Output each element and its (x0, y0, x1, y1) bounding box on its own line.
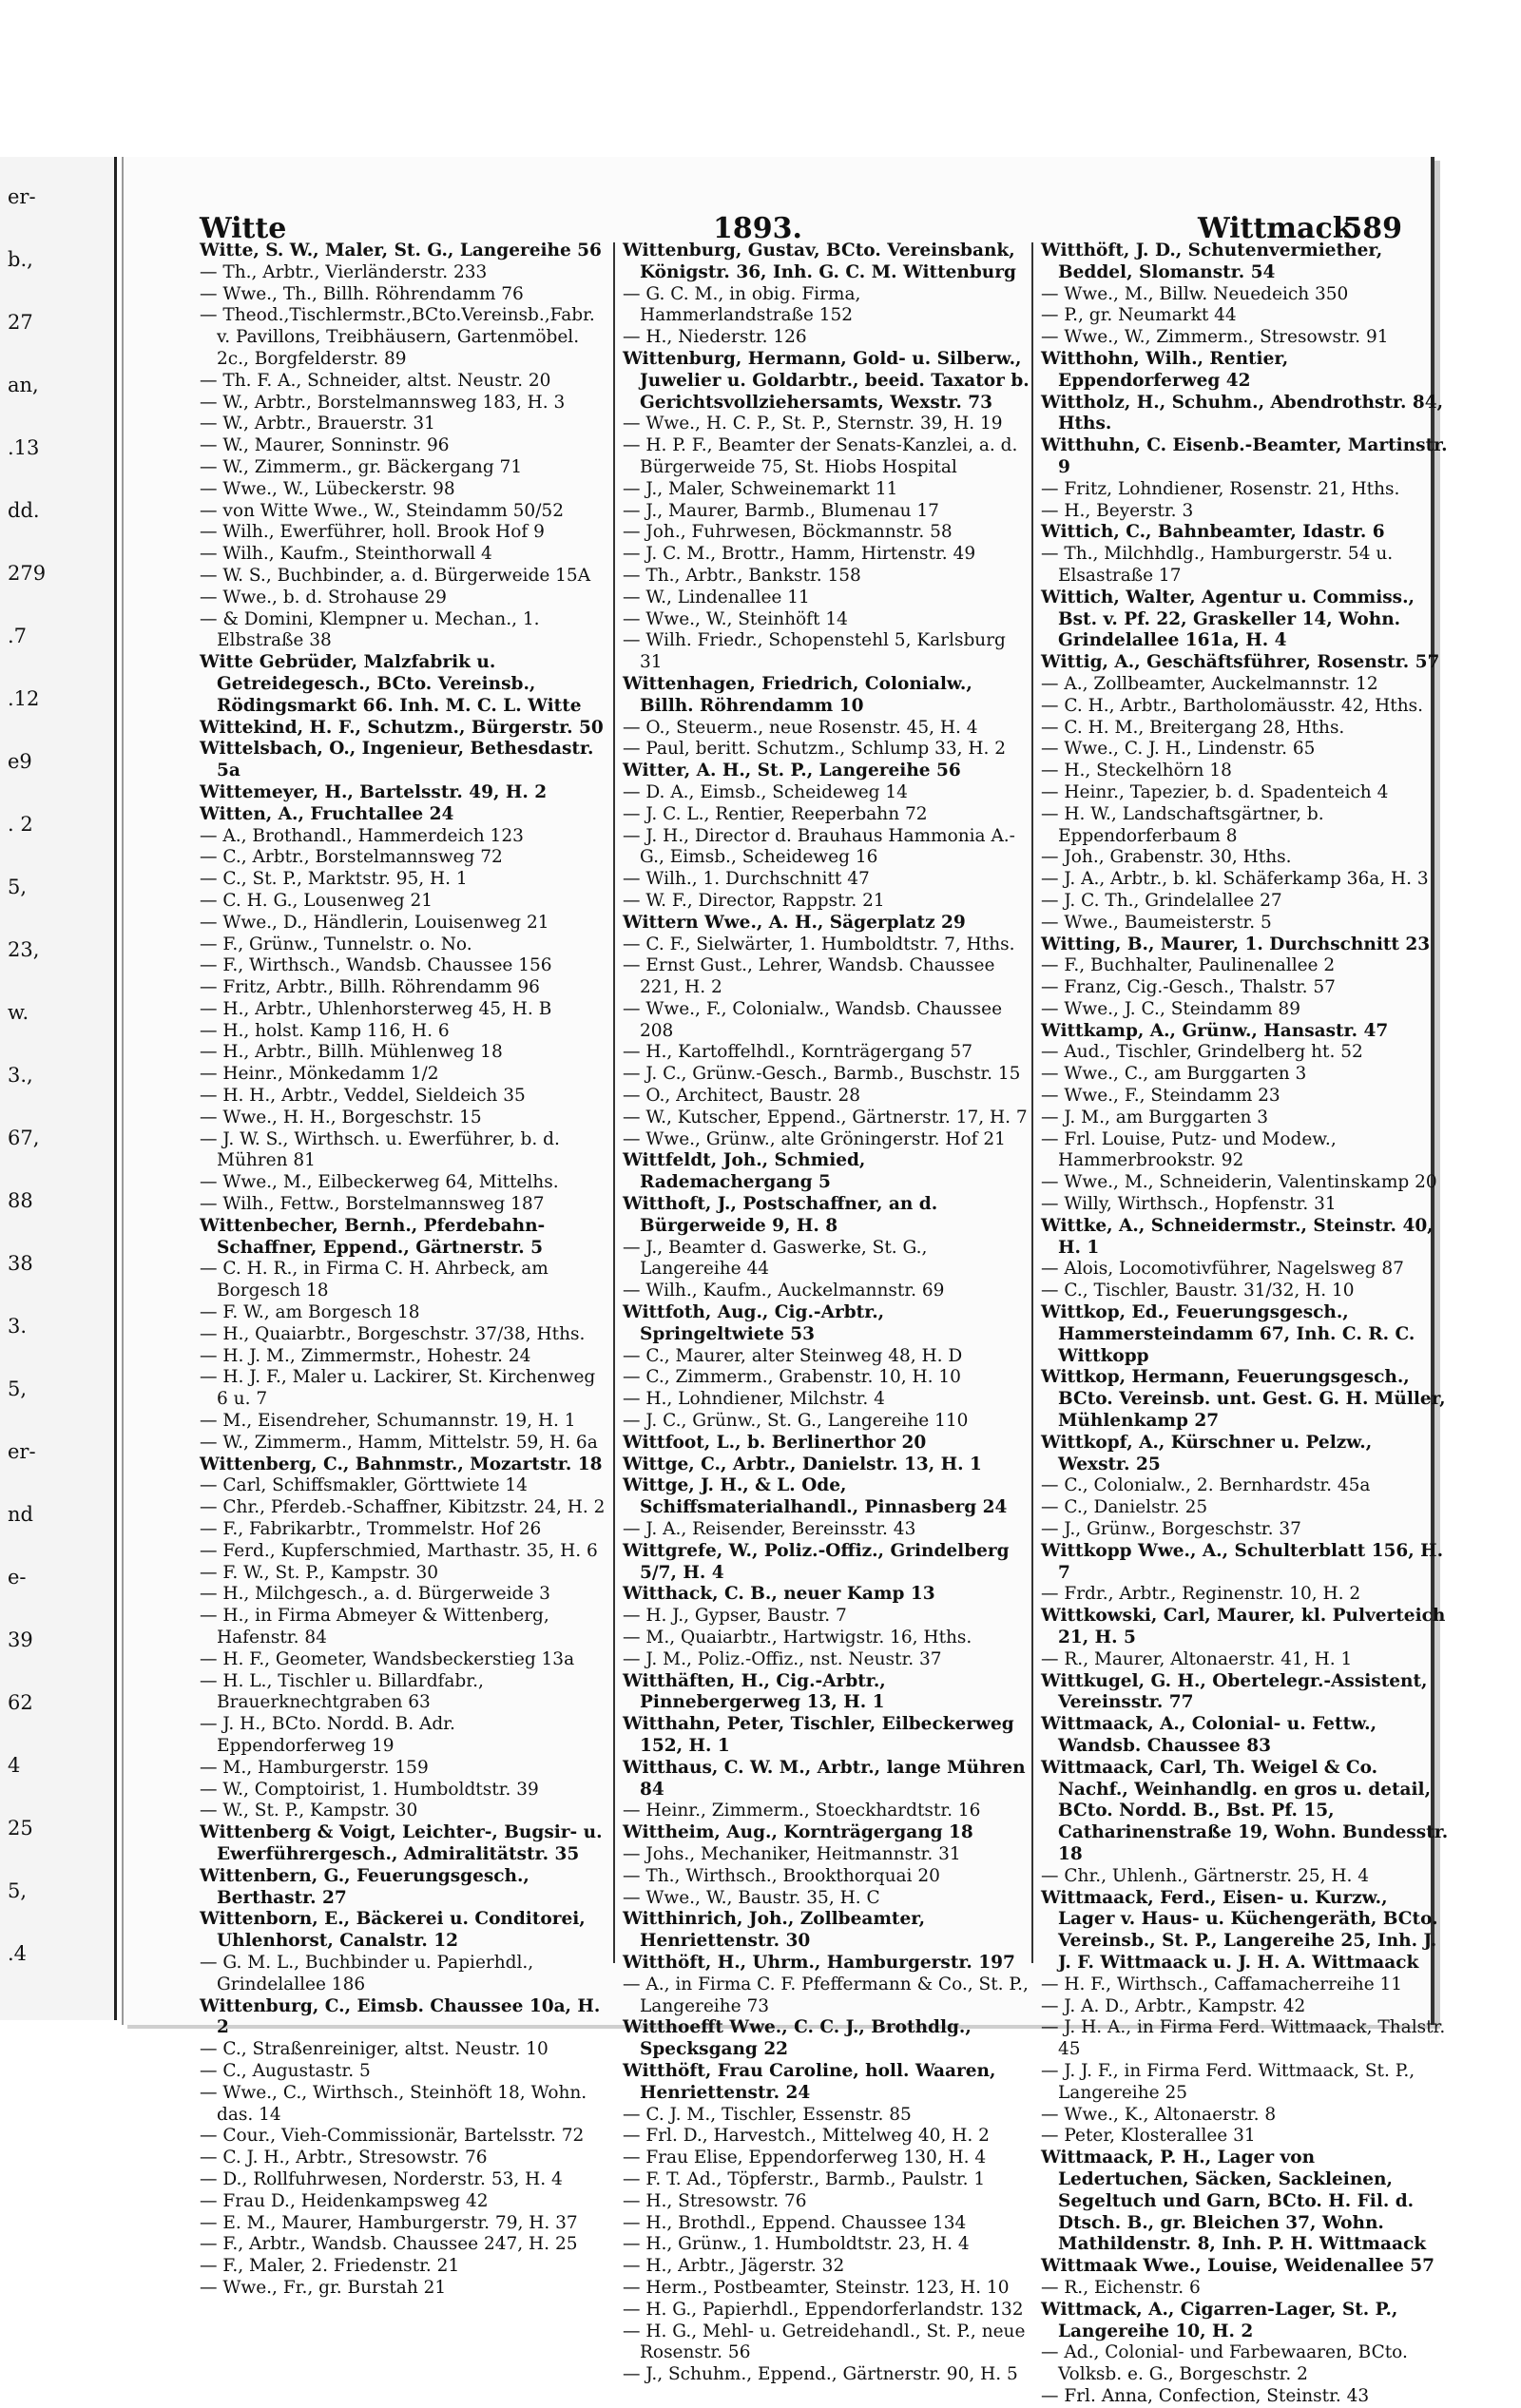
directory-entry: — Alois, Locomotivführer, Nagelsweg 87 (1041, 1259, 1404, 1280)
directory-entry: — F., Maler, 2. Friedenstr. 21 (200, 2256, 460, 2277)
directory-entry: — C. H. G., Lousenweg 21 (200, 890, 433, 911)
directory-entry: — Wwe., F., Steindamm 23 (1041, 1086, 1280, 1107)
left-page-sliver (0, 157, 117, 2020)
directory-entry: — H., Steckelhörn 18 (1041, 761, 1232, 781)
directory-entry: — C. J. M., Tischler, Essenstr. 85 (623, 2104, 912, 2125)
directory-entry: Witthöft, Frau Caroline, holl. Waaren, Henriettenstr. 24 (623, 2060, 996, 2103)
directory-entry: Wittkop, Hermann, Feuerungsgesch., BCto. Vereinsb. unt. Gest. G. H. Müller, Mühlenkamp 27 (1041, 1367, 1446, 1432)
page-number: 589 (1342, 212, 1402, 245)
directory-entry: — H., holst. Kamp 116, H. 6 (200, 1020, 450, 1041)
left-page-fragment: 279 (8, 562, 47, 585)
directory-entry: — C., Maurer, alter Steinweg 48, H. D (623, 1345, 963, 1366)
directory-entry: — Wwe., K., Altonaerstr. 8 (1041, 2104, 1277, 2125)
directory-entry: — Peter, Klosterallee 31 (1041, 2126, 1256, 2147)
directory-entry: — Wwe., M., Eilbeckerweg 64, Mittelhs. (200, 1172, 559, 1193)
left-page-fragment: 3., (8, 1064, 33, 1087)
directory-entry: — W. F., Director, Rappstr. 21 (623, 890, 885, 911)
directory-entry: — Th., Arbtr., Vierländerstr. 233 (200, 261, 488, 282)
directory-entry: — Wwe., H. H., Borgeschstr. 15 (200, 1107, 482, 1127)
directory-entry: — J. M., am Burggarten 3 (1041, 1107, 1269, 1127)
directory-entry: — F. W., am Borgesch 18 (200, 1302, 420, 1323)
directory-entry: — Wwe., Grünw., alte Gröningerstr. Hof 21 (623, 1128, 1006, 1149)
directory-entry: — C., Straßenreiniger, altst. Neustr. 10 (200, 2039, 549, 2060)
left-page-fragment: er- (8, 185, 36, 208)
directory-entry: — Fritz, Arbtr., Billh. Röhrendamm 96 (200, 977, 540, 998)
directory-entry: — M., Hamburgerstr. 159 (200, 1757, 429, 1778)
directory-entry: — W., Lindenallee 11 (623, 587, 810, 607)
directory-entry: — E. M., Maurer, Hamburgerstr. 79, H. 37 (200, 2212, 578, 2233)
directory-entry: Witten, A., Fruchtallee 24 (200, 803, 454, 824)
directory-entry: — J., Beamter d. Gaswerke, St. G., Langereihe 44 (623, 1237, 928, 1280)
left-page-fragment: w. (8, 1001, 29, 1024)
directory-entry: Wittenberg, C., Bahnmstr., Mozartstr. 18 (200, 1454, 603, 1474)
directory-entry: Witthohn, Wilh., Rentier, Eppendorferweg 42 (1041, 348, 1289, 391)
directory-entry: — M., Quaiarbtr., Hartwigstr. 16, Hths. (623, 1628, 972, 1647)
directory-entry: Witte, S. W., Maler, St. G., Langereihe 56 (200, 241, 602, 260)
directory-entry: — R., Eichenstr. 6 (1041, 2277, 1201, 2298)
directory-entry: — Joh., Grabenstr. 30, Hths. (1041, 847, 1292, 868)
directory-entry: — Wwe., J. C., Steindamm 89 (1041, 998, 1300, 1019)
directory-entry: — Fritz, Lohndiener, Rosenstr. 21, Hths. (1041, 478, 1400, 499)
directory-entry: — J. J. F., in Firma Ferd. Wittmaack, St. P., Langereihe 25 (1041, 2060, 1415, 2103)
directory-entry: — J. A., Reisender, Bereinsstr. 43 (623, 1519, 916, 1540)
directory-entry: — H. F., Wirthsch., Caffamacherreihe 11 (1041, 1974, 1403, 1994)
directory-entry: Witthäften, H., Cig.-Arbtr., Pinnebergerweg 13, H. 1 (623, 1670, 886, 1713)
directory-entry: Wittkopp Wwe., A., Schulterblatt 156, H. 7 (1041, 1540, 1444, 1583)
directory-entry: Wittmaak Wwe., Louise, Weidenallee 57 (1041, 2256, 1435, 2277)
directory-entry: — J., Maurer, Barmb., Blumenau 17 (623, 500, 939, 521)
directory-entry: — Herm., Postbeamter, Steinstr. 123, H. 10 (623, 2277, 1010, 2298)
directory-entry: — Wilh., Fettw., Borstelmannsweg 187 (200, 1194, 545, 1215)
directory-entry: — W., Maurer, Sonninstr. 96 (200, 435, 450, 456)
directory-entry: — H., Stresowstr. 76 (623, 2190, 807, 2211)
left-page-fragment: 23, (8, 938, 40, 961)
directory-entry: — Wilh., 1. Durchschnitt 47 (623, 869, 870, 890)
directory-entry: — Frl. Anna, Confection, Steinstr. 43 (1041, 2385, 1370, 2406)
left-page-fragment: an, (8, 374, 39, 396)
directory-entry: Wittenburg, Gustav, BCto. Vereinsbank, Königstr. 36, Inh. G. C. M. Wittenburg (623, 241, 1016, 282)
directory-entry: Wittkopf, A., Kürschner u. Pelzw., Wexstr. 25 (1041, 1432, 1373, 1474)
directory-entry: — H. L., Tischler u. Billardfabr., Brauerknechtgraben 63 (200, 1670, 484, 1713)
directory-entry: Witthahn, Peter, Tischler, Eilbeckerweg 152, H. 1 (623, 1714, 1014, 1756)
directory-entry: — H., Arbtr., Billh. Mühlenweg 18 (200, 1042, 503, 1063)
directory-entry: — G. M. L., Buchbinder u. Papierhdl., Grindelallee 186 (200, 1952, 534, 1994)
directory-entry: Wittmaack, A., Colonial- u. Fettw., Wandsb. Chaussee 83 (1041, 1714, 1377, 1756)
left-page-fragment: nd (8, 1503, 33, 1526)
directory-entry: — F., Grünw., Tunnelstr. o. No. (200, 934, 472, 954)
left-page-fragment: .12 (8, 687, 40, 710)
directory-entry: — J. C., Grünw.-Gesch., Barmb., Buschstr. 15 (623, 1064, 1021, 1085)
left-page-fragment: 3. (8, 1315, 28, 1338)
directory-entry: — J. C. M., Brottr., Hamm, Hirtenstr. 49 (623, 544, 976, 565)
directory-entry: Wittern Wwe., A. H., Sägerplatz 29 (623, 912, 966, 933)
directory-entry: — Th., Arbtr., Bankstr. 158 (623, 565, 861, 586)
directory-entry: — Ad., Colonial- und Farbewaaren, BCto. Volksb. e. G., Borgeschstr. 2 (1041, 2342, 1408, 2385)
directory-entry: Witthack, C. B., neuer Kamp 13 (623, 1584, 935, 1605)
directory-entry: — H. H., Arbtr., Veddel, Sieldeich 35 (200, 1086, 526, 1107)
directory-entry: Wittheim, Aug., Kornträgergang 18 (623, 1822, 973, 1843)
directory-entry: Wittkop, Ed., Feuerungsgesch., Hammersteindamm 67, Inh. C. R. C. Wittkopp (1041, 1302, 1415, 1366)
directory-entry: Witthoefft Wwe., C. C. J., Brothdlg., Specksgang 22 (623, 2017, 972, 2060)
directory-entry: — Wwe., C., Wirthsch., Steinhöft 18, Wohn. das. 14 (200, 2082, 587, 2125)
directory-entry: — J., Grünw., Borgeschstr. 37 (1041, 1519, 1301, 1540)
directory-entry: Witter, A. H., St. P., Langereihe 56 (623, 761, 961, 781)
directory-entry: — Wilh. Friedr., Schopenstehl 5, Karlsburg 31 (623, 630, 1006, 673)
directory-entry: — H. P. F., Beamter der Senats-Kanzlei, a. d. Bürgerweide 75, St. Hiobs Hospital (623, 435, 1018, 477)
directory-entry: — D., Rollfuhrwesen, Norderstr. 53, H. 4 (200, 2168, 563, 2189)
directory-entry: — Joh., Fuhrwesen, Böckmannstr. 58 (623, 522, 953, 543)
header-right-keyword: Wittmack (1198, 212, 1353, 245)
directory-entry: — H., Quaiarbtr., Borgeschstr. 37/38, Hths. (200, 1323, 586, 1344)
directory-entry: — C., Zimmerm., Grabenstr. 10, H. 10 (623, 1367, 961, 1388)
directory-entry: Wittfoot, L., b. Berlinerthor 20 (623, 1432, 927, 1453)
directory-entry: — & Domini, Klempner u. Mechan., 1. Elbstraße 38 (200, 608, 540, 651)
directory-entry: Wittkugel, G. H., Obertelegr.-Assistent, Vereinsstr. 77 (1041, 1670, 1428, 1713)
directory-entry: — H., Lohndiener, Milchstr. 4 (623, 1389, 885, 1410)
directory-entry: — J. A., Arbtr., b. kl. Schäferkamp 36a, H. 3 (1041, 869, 1429, 890)
directory-entry: — J. W. S., Wirthsch. u. Ewerführer, b. d. Mühren 81 (200, 1128, 560, 1171)
directory-entry: Wittenburg, Hermann, Gold- u. Silberw., Juwelier u. Goldarbtr., beeid. Taxator b. Gerichtsvollziehersamts, Wexstr. 73 (623, 348, 1030, 413)
directory-entry: — Johs., Mechaniker, Heitmannstr. 31 (623, 1843, 961, 1864)
left-page-fragment: 39 (8, 1628, 33, 1651)
directory-entry: — W. S., Buchbinder, a. d. Bürgerweide 15A (200, 565, 591, 586)
directory-entry: — H., Brothdl., Eppend. Chaussee 134 (623, 2212, 967, 2233)
directory-entry: Witting, B., Maurer, 1. Durchschnitt 23 (1041, 934, 1431, 954)
directory-entry: Wittfeldt, Joh., Schmied, Rademachergang 5 (623, 1150, 866, 1193)
directory-entry: — C. J. H., Arbtr., Stresowstr. 76 (200, 2148, 488, 2168)
directory-entry: — Ernst Gust., Lehrer, Wandsb. Chaussee 221, H. 2 (623, 955, 995, 998)
directory-entry: — H., in Firma Abmeyer & Wittenberg, Hafenstr. 84 (200, 1606, 549, 1647)
directory-entry: Wittekind, H. F., Schutzm., Bürgerstr. 50 (200, 717, 604, 738)
directory-entry: — M., Eisendreher, Schumannstr. 19, H. 1 (200, 1411, 576, 1432)
column-divider (613, 242, 615, 1963)
directory-entry: — Theod.,Tischlermstr.,BCto.Vereinsb.,Fabr. v. Pavillons, Treibhäusern, Gartenmöbel. 2c., Borgfelderstr. 89 (200, 305, 595, 369)
directory-entry: — C., Tischler, Baustr. 31/32, H. 10 (1041, 1281, 1355, 1301)
directory-entry: — Wwe., W., Lübeckerstr. 98 (200, 478, 455, 499)
directory-entry: — Paul, beritt. Schutzm., Schlump 33, H. 2 (623, 739, 1007, 760)
directory-entry: — H., Arbtr., Jägerstr. 32 (623, 2256, 845, 2277)
directory-entry: — W., St. P., Kampstr. 30 (200, 1801, 418, 1821)
directory-entry: — Wwe., C. J. H., Lindenstr. 65 (1041, 739, 1316, 760)
directory-entry: — A., in Firma C. F. Pfeffermann & Co., St. P., Langereihe 73 (623, 1974, 1029, 2016)
directory-entry: Wittemeyer, H., Bartelsstr. 49, H. 2 (200, 781, 548, 802)
directory-entry: Wittmaack, P. H., Lager von Ledertuchen, Säcken, Sackleinen, Segeltuch und Garn, BCto. H. Fil. d. Dtsch. B., gr. Bleichen 37, Wohn. Mathildenstr. 8, Inh. P. H. Wittmaack (1041, 2148, 1427, 2255)
directory-entry: Witthöft, J. D., Schutenvermiether, Beddel, Slomanstr. 54 (1041, 241, 1383, 282)
directory-entry: — Frdr., Arbtr., Reginenstr. 10, H. 2 (1041, 1584, 1361, 1605)
directory-entry: Wittenberg & Voigt, Leichter-, Bugsir- u. Ewerführergesch., Admiralitätstr. 35 (200, 1822, 603, 1864)
column-divider (1031, 242, 1033, 1963)
directory-entry: — Wwe., W., Baustr. 35, H. C (623, 1887, 880, 1908)
directory-entry: — D. A., Eimsb., Scheideweg 14 (623, 781, 908, 802)
directory-entry: — O., Architect, Baustr. 28 (623, 1086, 861, 1107)
directory-entry: — von Witte Wwe., W., Steindamm 50/52 (200, 500, 564, 521)
directory-entry: — H. J., Gypser, Baustr. 7 (623, 1606, 847, 1627)
directory-entry: — Wwe., M., Billw. Neuedeich 350 (1041, 283, 1349, 304)
directory-entry: — A., Brothandl., Hammerdeich 123 (200, 825, 524, 846)
directory-entry: — J. C. L., Rentier, Reeperbahn 72 (623, 803, 928, 824)
directory-entry: — Wwe., H. C. P., St. P., Sternstr. 39, H. 19 (623, 414, 1003, 434)
directory-entry: — Cour., Vieh-Commissionär, Bartelsstr. 72 (200, 2126, 585, 2147)
directory-entry: Wittmack, A., Cigarren-Lager, St. P., Langereihe 10, H. 2 (1041, 2299, 1398, 2341)
left-page-fragment: e- (8, 1566, 27, 1589)
directory-entry: — C., Danielstr. 25 (1041, 1497, 1208, 1518)
directory-entry: — Wwe., b. d. Strohause 29 (200, 587, 447, 607)
left-page-fragment: .13 (8, 436, 40, 459)
directory-entry: — W., Arbtr., Borstelmannsweg 183, H. 3 (200, 392, 566, 413)
directory-entry: Wittge, J. H., & L. Ode, Schiffsmaterialhandl., Pinnasberg 24 (623, 1475, 1008, 1518)
directory-entry: Wittmaack, Carl, Th. Weigel & Co. Nachf., Weinhandlg. en gros u. detail, BCto. Nordd. B., Bst. Pf. 15, Catharinenstraße 19, Wohn. Bundesstr. 18 (1041, 1757, 1449, 1864)
directory-entry: — Frau D., Heidenkampsweg 42 (200, 2190, 489, 2211)
directory-entry: — A., Zollbeamter, Auckelmannstr. 12 (1041, 673, 1378, 694)
directory-entry: — W., Zimmerm., Hamm, Mittelstr. 59, H. 6a (200, 1432, 598, 1453)
directory-entry: — H. J. F., Maler u. Lackirer, St. Kirchenweg 6 u. 7 (200, 1367, 596, 1410)
directory-entry: — H., Grünw., 1. Humboldtstr. 23, H. 4 (623, 2234, 970, 2255)
directory-entry: — H., Arbtr., Uhlenhorsterweg 45, H. B (200, 998, 552, 1019)
left-page-fragment: dd. (8, 499, 40, 522)
directory-entry: — Heinr., Mönkedamm 1/2 (200, 1064, 439, 1085)
directory-entry: — C. H. M., Breitergang 28, Hths. (1041, 717, 1345, 738)
directory-entry: Wittkamp, A., Grünw., Hansastr. 47 (1041, 1020, 1389, 1041)
directory-entry: — F. T. Ad., Töpferstr., Barmb., Paulstr. 1 (623, 2168, 986, 2189)
directory-entry: — P., gr. Neumarkt 44 (1041, 305, 1237, 326)
directory-entry: — G. C. M., in obig. Firma, Hammerlandstraße 152 (623, 283, 861, 326)
directory-entry: — H., Beyerstr. 3 (1041, 500, 1194, 521)
directory-entry: — Carl, Schiffsmakler, Görttwiete 14 (200, 1475, 528, 1496)
directory-entry: — F., Wirthsch., Wandsb. Chaussee 156 (200, 955, 552, 976)
directory-entry: — Frl. D., Harvestch., Mittelweg 40, H. 2 (623, 2126, 990, 2147)
directory-entry: — Wwe., F., Colonialw., Wandsb. Chaussee 208 (623, 998, 1003, 1041)
directory-entry: — Wwe., W., Steinhöft 14 (623, 608, 848, 629)
directory-entry: — Th., Milchhdlg., Hamburgerstr. 54 u. Elsastraße 17 (1041, 544, 1394, 586)
directory-entry: — J. H. A., in Firma Ferd. Wittmaack, Thalstr. 45 (1041, 2017, 1446, 2060)
directory-entry: Wittich, Walter, Agentur u. Commiss., Bst. v. Pf. 22, Graskeller 14, Wohn. Grindelallee 161a, H. 4 (1041, 587, 1415, 651)
directory-entry: — F., Buchhalter, Paulinenallee 2 (1041, 955, 1336, 976)
directory-entry: — J. A. D., Arbtr., Kampstr. 42 (1041, 1995, 1306, 2016)
directory-entry: — F., Arbtr., Wandsb. Chaussee 247, H. 25 (200, 2234, 578, 2255)
directory-entry: — J. M., Poliz.-Offiz., nst. Neustr. 37 (623, 1648, 942, 1669)
directory-entry: Wittge, C., Arbtr., Danielstr. 13, H. 1 (623, 1454, 982, 1474)
directory-entry: — Wwe., Th., Billh. Röhrendamm 76 (200, 283, 524, 304)
directory-entry: — W., Kutscher, Eppend., Gärtnerstr. 17, H. 7 (623, 1107, 1028, 1127)
directory-entry: — Th., Wirthsch., Brookthorquai 20 (623, 1865, 940, 1886)
directory-entry: — W., Zimmerm., gr. Bäckergang 71 (200, 456, 523, 477)
directory-entry: — Wilh., Kaufm., Steinthorwall 4 (200, 544, 492, 565)
directory-entry: — Wwe., W., Zimmerm., Stresowstr. 91 (1041, 327, 1389, 348)
left-page-fragment: 4 (8, 1754, 21, 1777)
directory-entry: — J. C., Grünw., St. G., Langereihe 110 (623, 1411, 969, 1432)
directory-entry: — Chr., Pferdeb.-Schaffner, Kibitzstr. 24, H. 2 (200, 1497, 606, 1518)
directory-column-2 (623, 241, 1031, 2386)
directory-entry: — C., Arbtr., Borstelmannsweg 72 (200, 847, 503, 868)
left-page-fragment: 25 (8, 1817, 33, 1840)
directory-page (122, 157, 1449, 2406)
directory-entry: — J. H., BCto. Nordd. B. Adr. Eppendorferweg 19 (200, 1714, 455, 1756)
directory-entry: — O., Steuerm., neue Rosenstr. 45, H. 4 (623, 717, 978, 738)
directory-entry: Wittig, A., Geschäftsführer, Rosenstr. 57 (1041, 652, 1440, 673)
directory-column-1 (200, 241, 608, 2300)
directory-entry: — Willy, Wirthsch., Hopfenstr. 31 (1041, 1194, 1337, 1215)
directory-entry: — F. W., St. P., Kampstr. 30 (200, 1562, 439, 1583)
header-year: 1893. (713, 212, 802, 245)
directory-entry: — H., Niederstr. 126 (623, 327, 807, 348)
directory-entry: Wittkowski, Carl, Maurer, kl. Pulverteich 21, H. 5 (1041, 1606, 1446, 1647)
left-page-fragment: 67, (8, 1127, 40, 1149)
left-page-fragment: . 2 (8, 813, 33, 836)
directory-entry: — H. F., Geometer, Wandsbeckerstieg 13a (200, 1648, 575, 1669)
left-page-fragment: b., (8, 248, 33, 271)
directory-entry: — Frl. Louise, Putz- und Modew., Hammerbrookstr. 92 (1041, 1128, 1337, 1171)
directory-entry: — H. G., Mehl- u. Getreidehandl., St. P., neue Rosenstr. 56 (623, 2321, 1026, 2363)
directory-entry: — C., Colonialw., 2. Bernhardstr. 45a (1041, 1475, 1371, 1496)
directory-entry: — J., Maler, Schweinemarkt 11 (623, 478, 898, 499)
directory-entry: Wittgrefe, W., Poliz.-Offiz., Grindelberg 5/7, H. 4 (623, 1540, 1010, 1583)
directory-entry: — Ferd., Kupferschmied, Marthastr. 35, H. 6 (200, 1540, 598, 1561)
directory-entry: Wittenbern, G., Feuerungsgesch., Berthastr. 27 (200, 1865, 529, 1908)
directory-entry: — Wwe., M., Schneiderin, Valentinskamp 20 (1041, 1172, 1437, 1193)
directory-entry: Wittfoth, Aug., Cig.-Arbtr., Springeltwiete 53 (623, 1302, 885, 1344)
left-page-fragment: 27 (8, 311, 33, 334)
directory-entry: — Chr., Uhlenh., Gärtnerstr. 25, H. 4 (1041, 1865, 1370, 1886)
directory-entry: Witthuhn, C. Eisenb.-Beamter, Martinstr. 9 (1041, 435, 1448, 477)
directory-entry: — H. W., Landschaftsgärtner, b. Eppendorferbaum 8 (1041, 803, 1324, 846)
directory-entry: Wittenhagen, Friedrich, Colonialw., Billh. Röhrendamm 10 (623, 673, 972, 716)
left-page-fragment: 62 (8, 1691, 33, 1714)
directory-entry: — C., St. P., Marktstr. 95, H. 1 (200, 869, 468, 890)
directory-entry: — Franz, Cig.-Gesch., Thalstr. 57 (1041, 977, 1336, 998)
directory-entry: — Wwe., Baumeisterstr. 5 (1041, 912, 1272, 933)
directory-entry: Wittelsbach, O., Ingenieur, Bethesdastr. 5a (200, 739, 594, 781)
directory-entry: — F., Fabrikarbtr., Trommelstr. Hof 26 (200, 1519, 542, 1540)
directory-entry: Wittenburg, C., Eimsb. Chaussee 10a, H. 2 (200, 1995, 601, 2038)
left-page-fragment: 5, (8, 1377, 28, 1400)
left-page-fragment: .7 (8, 625, 28, 647)
directory-entry: — Aud., Tischler, Grindelberg ht. 52 (1041, 1042, 1363, 1063)
directory-entry: — H. J. M., Zimmermstr., Hohestr. 24 (200, 1345, 531, 1366)
directory-entry: Witthöft, H., Uhrm., Hamburgerstr. 197 (623, 1952, 1015, 1973)
directory-entry: Witte Gebrüder, Malzfabrik u. Getreidegesch., BCto. Vereinsb., Rödingsmarkt 66. Inh. M. C. L. Witte (200, 652, 582, 716)
directory-entry: — C., Augustastr. 5 (200, 2060, 371, 2081)
directory-entry: — R., Maurer, Altonaerstr. 41, H. 1 (1041, 1648, 1353, 1669)
directory-entry: — J. H., Director d. Brauhaus Hammonia A.-G., Eimsb., Scheideweg 16 (623, 825, 1015, 868)
directory-entry: — H., Kartoffelhdl., Kornträgergang 57 (623, 1042, 972, 1063)
directory-entry: Wittich, C., Bahnbeamter, Idastr. 6 (1041, 522, 1385, 543)
left-page-fragment: e9 (8, 750, 32, 773)
directory-entry: — Frau Elise, Eppendorferweg 130, H. 4 (623, 2148, 987, 2168)
header-left-keyword: Witte (200, 212, 287, 245)
directory-entry: — C. H. R., in Firma C. H. Ahrbeck, am Borgesch 18 (200, 1259, 549, 1301)
directory-entry: — C. F., Sielwärter, 1. Humboldtstr. 7, Hths. (623, 934, 1015, 954)
directory-entry: — J., Schuhm., Eppend., Gärtnerstr. 90, H. 5 (623, 2364, 1018, 2385)
directory-column-3 (1041, 241, 1450, 2408)
directory-entry: Wittenbecher, Bernh., Pferdebahn-Schaffner, Eppend., Gärtnerstr. 5 (200, 1215, 546, 1258)
directory-entry: Witthaus, C. W. M., Arbtr., lange Mühren 84 (623, 1757, 1026, 1800)
directory-entry: — W., Comptoirist, 1. Humboldtstr. 39 (200, 1779, 539, 1800)
directory-entry: — Th. F. A., Schneider, altst. Neustr. 20 (200, 370, 551, 391)
directory-entry: — Heinr., Tapezier, b. d. Spadenteich 4 (1041, 781, 1389, 802)
directory-entry: — J. C. Th., Grindelallee 27 (1041, 890, 1282, 911)
directory-entry: — Wwe., Fr., gr. Burstah 21 (200, 2277, 447, 2298)
directory-entry: Wittke, A., Schneidermstr., Steinstr. 40, H. 1 (1041, 1215, 1434, 1258)
directory-entry: Witthinrich, Joh., Zollbeamter, Henriettenstr. 30 (623, 1909, 926, 1952)
left-page-fragment: er- (8, 1440, 36, 1463)
left-page-fragment: 88 (8, 1189, 33, 1212)
directory-entry: — W., Arbtr., Brauerstr. 31 (200, 414, 435, 434)
directory-entry: — H. G., Papierhdl., Eppendorferlandstr. 132 (623, 2299, 1024, 2320)
directory-entry: Wittholz, H., Schuhm., Abendrothstr. 84, Hths. (1041, 392, 1444, 434)
directory-entry: — Heinr., Zimmerm., Stoeckhardtstr. 16 (623, 1801, 981, 1821)
left-page-fragment: 5, (8, 876, 28, 898)
directory-entry: Wittmaack, Ferd., Eisen- u. Kurzw., Lager v. Haus- u. Küchengeräth, BCto. Vereinsb., St. P., Langereihe 25, Inh. J. J. F. Wittmaack u. J. H. A. Wittmaack (1041, 1887, 1438, 1973)
left-page-fragment: .4 (8, 1942, 28, 1965)
directory-entry: Wittenborn, E., Bäckerei u. Conditorei, Uhlenhorst, Canalstr. 12 (200, 1909, 586, 1952)
left-page-fragment: 5, (8, 1879, 28, 1902)
directory-entry: — C. H., Arbtr., Bartholomäusstr. 42, Hths. (1041, 695, 1423, 716)
directory-entry: — Wilh., Kaufm., Auckelmannstr. 69 (623, 1281, 945, 1301)
left-page-fragment: 38 (8, 1252, 33, 1275)
directory-entry: — Wwe., C., am Burggarten 3 (1041, 1064, 1307, 1085)
directory-entry: — Wwe., D., Händlerin, Louisenweg 21 (200, 912, 549, 933)
directory-entry: — Wilh., Ewerführer, holl. Brook Hof 9 (200, 522, 545, 543)
directory-entry: — H., Milchgesch., a. d. Bürgerweide 3 (200, 1584, 550, 1605)
directory-entry: Witthoft, J., Postschaffner, an d. Bürgerweide 9, H. 8 (623, 1194, 938, 1236)
